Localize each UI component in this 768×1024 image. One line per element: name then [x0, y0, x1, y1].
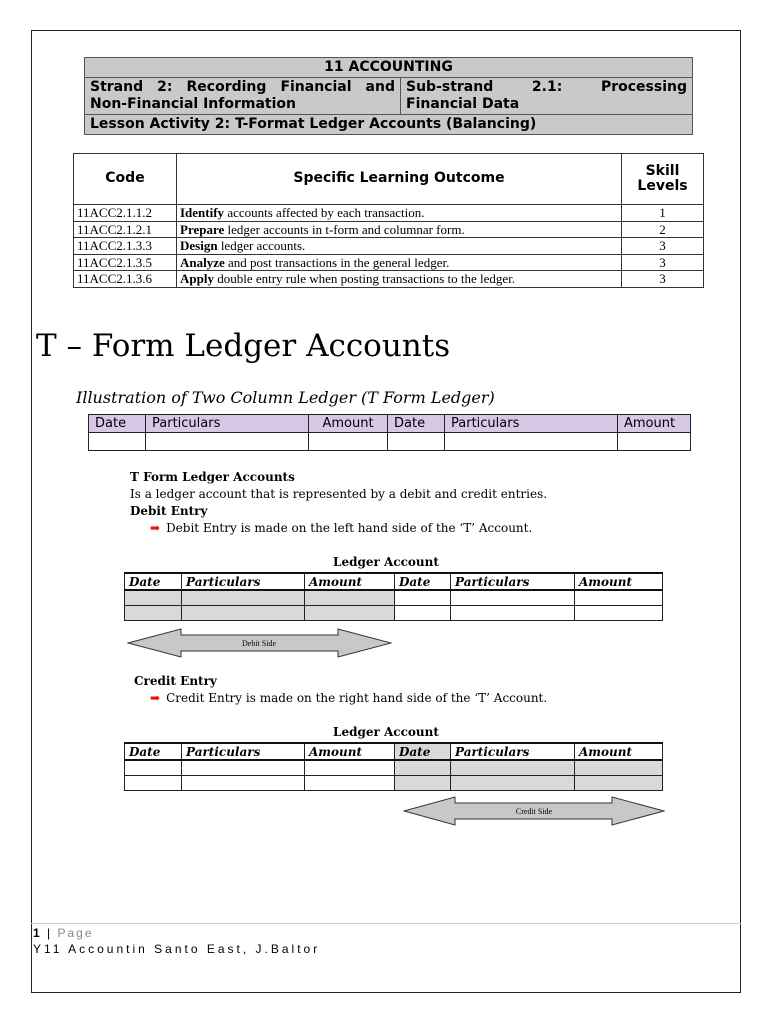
table-row [74, 254, 704, 271]
arrow-bullet-icon: ➡ [150, 521, 161, 535]
outcome-verb: Prepare [180, 221, 225, 237]
course-title: 11 ACCOUNTING [85, 58, 693, 78]
col-amount: Amount [305, 743, 395, 760]
col-particulars: Particulars [445, 415, 618, 433]
credit-heading: Credit Entry [134, 674, 217, 688]
skill-level: 3 [622, 238, 704, 255]
col-particulars: Particulars [451, 743, 575, 760]
col-amount: Amount [305, 573, 395, 590]
col-code: Code [74, 154, 177, 205]
credit-text: Credit Entry is made on the right hand side of the ‘T’ Account. [166, 691, 548, 705]
table-row [74, 205, 704, 222]
outcome-code: 11ACC2.1.1.2 [74, 205, 177, 222]
course-header-table [84, 57, 693, 135]
debit-side-arrow [127, 628, 392, 658]
col-date: Date [89, 415, 146, 433]
outcome-verb: Analyze [180, 254, 225, 270]
col-particulars: Particulars [182, 573, 305, 590]
col-date: Date [125, 743, 182, 760]
outcome-rest: double entry rule when posting transactions to the ledger. [213, 271, 516, 286]
outcome-rest: accounts affected by each transaction. [224, 205, 425, 220]
illustration-title: Illustration of Two Column Ledger (T Form Ledger) [76, 388, 495, 407]
outcome-verb: Identify [180, 205, 225, 220]
page-separator: | [41, 926, 58, 940]
col-amount: Amount [575, 573, 663, 590]
strand-cell: Strand 2: Recording Financial and Non-Financial Information [85, 78, 401, 115]
outcome-code: 11ACC2.1.3.6 [74, 271, 177, 288]
lesson-activity: Lesson Activity 2: T-Format Ledger Accounts (Balancing) [85, 115, 693, 135]
col-date: Date [395, 743, 451, 760]
outcome-verb: Apply [180, 271, 214, 286]
col-date: Date [125, 573, 182, 590]
footer-divider [31, 923, 741, 924]
credit-side-arrow [403, 796, 665, 826]
col-amount: Amount [575, 743, 663, 760]
skill-level: 3 [622, 254, 704, 271]
outcome-code: 11ACC2.1.3.5 [74, 254, 177, 271]
learning-outcomes-table [73, 153, 704, 288]
footer-author: Y11 Accountin Santo East, J.Baltor [33, 942, 321, 956]
outcome-rest: ledger accounts. [217, 238, 306, 253]
section-title: T – Form Ledger Accounts [36, 328, 451, 364]
outcome-text [177, 271, 622, 288]
debit-heading: Debit Entry [130, 504, 208, 518]
page-word: Page [57, 926, 94, 940]
col-particulars: Particulars [146, 415, 309, 433]
page-number-value: 1 [33, 926, 42, 940]
col-date: Date [395, 573, 451, 590]
skill-level: 1 [622, 205, 704, 222]
tform-definition: Is a ledger account that is represented by a debit and credit entries. [130, 487, 548, 501]
skill-level: 3 [622, 271, 704, 288]
credit-ledger-table [124, 742, 663, 791]
outcome-text [177, 205, 622, 222]
col-amount: Amount [618, 415, 691, 433]
debit-text: Debit Entry is made on the left hand side of the ‘T’ Account. [166, 521, 533, 535]
col-skill: Skill Levels [622, 154, 704, 205]
col-outcome: Specific Learning Outcome [177, 154, 622, 205]
outcome-code: 11ACC2.1.2.1 [74, 221, 177, 238]
col-date: Date [388, 415, 445, 433]
outcome-code: 11ACC2.1.3.3 [74, 238, 177, 255]
illustration-ledger-table [88, 414, 691, 451]
table-row [74, 221, 704, 238]
page-number [33, 926, 94, 940]
debit-bullet [150, 520, 532, 536]
outcome-rest: and post transactions in the general ledger. [224, 254, 450, 270]
ledger-title: Ledger Account [333, 555, 439, 569]
table-row [74, 271, 704, 288]
col-particulars: Particulars [451, 573, 575, 590]
tform-heading: T Form Ledger Accounts [130, 470, 295, 484]
table-row [74, 238, 704, 255]
debit-ledger-table [124, 572, 663, 621]
ledger-title: Ledger Account [333, 725, 439, 739]
debit-side-label: Debit Side [242, 639, 276, 648]
skill-level: 2 [622, 221, 704, 238]
outcome-verb: Design [180, 238, 218, 253]
credit-side-label: Credit Side [515, 807, 553, 816]
outcome-rest: ledger accounts in t-form and columnar form. [224, 221, 465, 237]
outcome-text [177, 254, 622, 271]
col-amount: Amount [309, 415, 388, 433]
credit-bullet [150, 690, 547, 706]
col-particulars: Particulars [182, 743, 305, 760]
outcome-text [177, 238, 622, 255]
substrand-cell: Sub-strand 2.1: Processing Financial Data [401, 78, 693, 115]
outcome-text [177, 221, 622, 238]
arrow-bullet-icon: ➡ [150, 691, 161, 705]
